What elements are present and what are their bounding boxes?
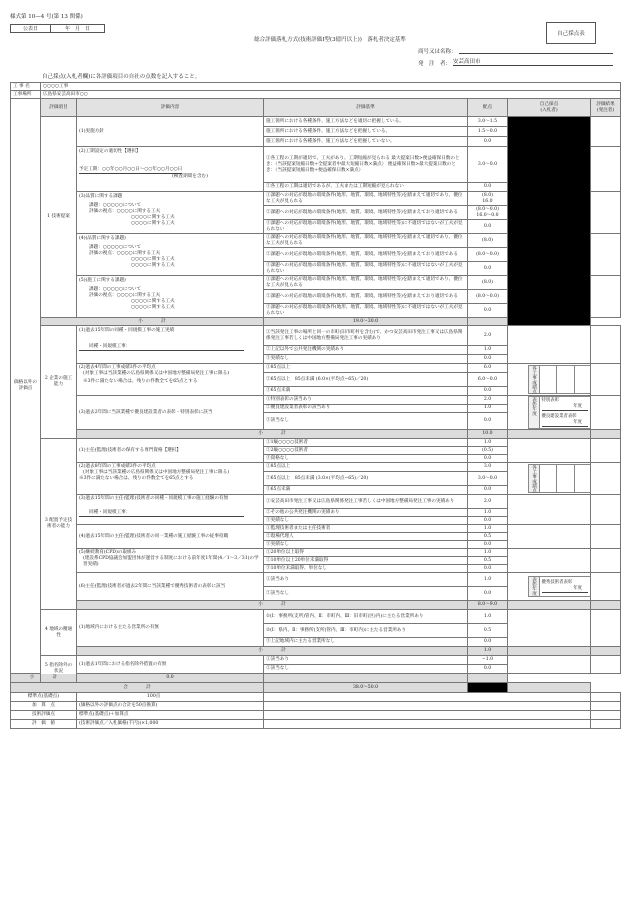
s5-subtotal: 0.0	[77, 674, 264, 683]
s2-subtotal: 10.0	[468, 430, 508, 439]
points: 0.0	[468, 587, 508, 601]
result-cell[interactable]	[591, 549, 621, 573]
points: 0.5	[468, 533, 508, 541]
excellent-award-year-field[interactable]: 年度	[542, 420, 589, 427]
pub-date-label: 公表日	[11, 25, 51, 32]
criterion: ①特別表彰の該当あり	[264, 396, 468, 405]
grade-input-3[interactable]	[574, 464, 590, 493]
s1-i2-content: (2)工期設定の適切性【選択】 予定工期：○○年○○月○○日〜○○年○○月○○日 (検査期間を含む)	[77, 147, 264, 192]
s3-subtotal: 8.0〜9.0	[468, 601, 508, 610]
self-score-cell[interactable]	[508, 326, 591, 364]
points: 1.0	[468, 610, 508, 624]
points: 1.0	[468, 549, 508, 557]
self-score-redacted	[508, 117, 591, 326]
project-name-value: ○○○○工事	[41, 83, 621, 91]
criterion: ②課題への対応が現地の環境条件(地形、地質、環境、地域特性等)を踏まえており適切である	[264, 206, 468, 220]
points: (8.0〜0.0) 16.0〜0.0	[468, 206, 508, 220]
criterion: ③課題への対応が現地の環境条件(地形、地質、環境、地域特性等)に不適切ではないが工夫が見られない	[264, 304, 468, 318]
self-score-grades	[508, 364, 591, 396]
criterion: ③上記地域内に主たる営業所なし	[264, 638, 468, 647]
s3-i1-content: (1)主任(監理)技術者の保有する専門資格【選択】	[77, 439, 264, 463]
points: 0.0	[468, 665, 508, 674]
criterion: 施工箇所における各種条件、施工方法などを把握している。	[264, 127, 468, 137]
footer-label: 技術評価点	[11, 711, 77, 720]
points: 0.0	[468, 183, 508, 192]
points: 0.0	[468, 220, 508, 234]
criterion: ③資格なし	[264, 455, 468, 463]
s1-subtotal: 19.0〜30.0	[264, 318, 468, 326]
result-cell[interactable]	[591, 439, 621, 463]
s4-i1-content: (1)地域内における主たる営業所の有無	[77, 610, 264, 647]
result-cell[interactable]	[591, 495, 621, 525]
criterion: ①該当あり	[264, 573, 468, 587]
subtotal-label: 小 計	[77, 601, 468, 610]
self-score-awards: 表彰年度 特別表彰 年度 優良建設業者表彰 年度	[508, 396, 591, 430]
criterion: ②2級○○○○技術者	[264, 447, 468, 455]
points: 3.0〜0.0	[468, 472, 508, 486]
result-cell[interactable]	[591, 463, 621, 495]
footer-input[interactable]	[264, 693, 591, 702]
criterion: ②上記以外で公共発注機関の実績あり	[264, 346, 468, 355]
criterion: ②課題への対応が現地の環境条件(地形、地質、環境、地域特性等)を踏まえており適切である	[264, 248, 468, 262]
points: 1.0	[468, 404, 508, 413]
criterion: ①課題への対応が現地の環境条件(地形、地質、環境、地域特性等)を踏まえて適切であり、優位な工夫が見られる	[264, 192, 468, 206]
criterion: ①1級○○○○技術者	[264, 439, 468, 447]
points: −1.0	[468, 656, 508, 665]
pub-date-value[interactable]: 年 月 日	[64, 26, 90, 32]
criterion: ①課題への対応が現地の環境条件(地形、地質、環境、地域特性等)を踏まえて適切であり、優位な工夫が見られる	[264, 234, 468, 248]
s1-i5-content: (5)(施工に関する課題) 課題：○○○○○について 評価の視点：○○○○に関する工夫 ○○○○に関する工夫 ○○○○に関する工夫	[77, 276, 264, 318]
subtotal-label: 小 計	[77, 430, 468, 439]
footer-input[interactable]	[264, 711, 591, 720]
grades-label: 各工事成績点	[528, 464, 539, 493]
footer-row	[11, 693, 621, 702]
points: 2.0	[468, 326, 508, 346]
grade-input-1[interactable]	[539, 365, 557, 394]
section-4-label: 4 地域の精通性	[41, 610, 77, 656]
section-3-label: 3 配置予定技術者の能力	[41, 439, 77, 610]
criterion: ①85点以上	[264, 364, 468, 373]
footer-value: 標準点(基礎点)＋加算点	[77, 711, 264, 720]
self-score-award: 表彰年度 優秀技術者表彰 年度	[508, 573, 591, 601]
header-content: 評価内容	[77, 99, 264, 117]
points: 0.0	[468, 638, 508, 647]
points: (8.0)	[468, 234, 508, 248]
orderer-value: 安芸高田市	[453, 59, 613, 66]
s2-i1-content: (1)過去15年間の同種・同規模工事の施工実績 同種・同規模工事：	[77, 326, 264, 364]
criterion: ①(Ⅰ：事務所(支所)管内、Ⅱ：市町内、Ⅲ：旧市町(区)内)に主たる営業所あり	[264, 610, 468, 624]
criterion: ③10単位未満取得、単位なし	[264, 565, 468, 573]
same-work-field[interactable]: 同種・同規模工事：	[79, 344, 244, 351]
company-label: 商号又は名称：	[418, 49, 457, 55]
s3-i2-content: (2)過去8年間の工事成績3件の平均点 (対象工事は当該業種の広島県関係又は中国地方整備局発注工事に限る) ※3件に満たない場合は、残りの件数全てを65点とする	[77, 463, 264, 495]
orderer-field	[418, 59, 613, 67]
criterion: ①20単位以上取得	[264, 549, 468, 557]
header-result: 評価結果 (発注者)	[591, 99, 621, 117]
points: 2.0	[468, 495, 508, 509]
criterion: ②その他の公共発注機関の実績あり	[264, 509, 468, 517]
s3-i6-content: (6)主任(監理)技術者が過去2年間に当該業種で優秀技術者の表彰に該当	[77, 573, 264, 601]
points: (8.0〜0.0)	[468, 248, 508, 262]
project-name-label: 工 事 名	[11, 83, 41, 91]
footer-input[interactable]	[264, 720, 591, 729]
criterion: ③該当なし	[264, 413, 468, 430]
points: 3.0	[468, 463, 508, 472]
header-item: 評価項目	[41, 99, 77, 117]
points: 0.0	[468, 455, 508, 463]
points: 6.0〜0.0	[468, 373, 508, 387]
self-score-cell[interactable]	[508, 610, 591, 647]
criterion: ①安芸高田市発注工事又は広島県関係発注工事若しくは中国地方整備局発注工事の実績あり	[264, 495, 468, 509]
result-cell[interactable]	[591, 276, 621, 318]
points: 1.0	[468, 525, 508, 533]
page-title: 総合評価落札方式(技術評価Ⅰ型(3億円以上)) 落札者決定基準	[254, 37, 406, 43]
award-year-label: 表彰年度	[528, 397, 539, 429]
points: 2.0	[468, 396, 508, 405]
total-value: 38.0〜50.0	[264, 683, 468, 693]
criterion: ③65点未満	[264, 387, 468, 396]
footer-input[interactable]	[264, 702, 591, 711]
award-year-field[interactable]: 年度	[542, 586, 589, 593]
criterion: ②65点以上 85点未満 (6.0×(平均点−65)／20)	[264, 373, 468, 387]
subtotal-label: 小 計	[77, 647, 468, 656]
points: (8.0〜0.0)	[468, 290, 508, 304]
s3-i4-content: (4)過去15年間の主任(監理)技術者の同一業種の施工経験工事の従事役職	[77, 525, 264, 549]
points: (8.0) 16.0	[468, 192, 508, 206]
criterion: ③課題への対応が現地の環境条件(地形、地質、環境、地域特性等)に不適切ではないが工夫が見られない	[264, 220, 468, 234]
points: 0.0	[468, 355, 508, 364]
s2-i2-content: (2)過去4年間の工事成績3件の平均点 (対象工事は当該業種の広島県関係又は中国地方整備局発注工事に限る) ※3件に満たない場合は、残りの件数全てを65点とする	[77, 364, 264, 396]
footer-value: (技術評価点／入札価格(千円))×1,000	[77, 720, 264, 729]
self-score-cell[interactable]	[508, 525, 591, 549]
criterion: ②各工程の工期は適切であるが、工夫または工期短縮が見られない	[264, 183, 468, 192]
result-cell[interactable]	[591, 610, 621, 647]
footer-row	[11, 711, 621, 720]
s4-subtotal-row	[11, 647, 621, 656]
company-name-field	[418, 47, 613, 55]
criterion: ②該当なし	[264, 665, 468, 674]
criterion: ①監理技術者または主任技術者	[264, 525, 468, 533]
criterion: ③課題への対応が現地の環境条件(地形、地質、環境、地域特性等)に不適切ではないが工夫が見られない	[264, 262, 468, 276]
footer-value: (価格以外の評価点の合計を50点換算)	[77, 702, 264, 711]
points: 0.0	[468, 262, 508, 276]
result-cell[interactable]	[591, 525, 621, 549]
grade-input-2[interactable]	[557, 365, 575, 394]
points: 0.0	[468, 486, 508, 495]
section-2-label: 2 企業の施工能力	[41, 326, 77, 439]
instruction-note: 自己採点(入札者欄)に各評価項目の自社の点数を記入すること。	[42, 74, 201, 80]
project-place-label: 工事場所	[11, 91, 41, 99]
criterion: ①各工程の工期が適切で、工夫があり、工期短縮が見られる 最大提案日数>便益確保日数のとき：（当該提案短縮日数÷全提案者中最大短縮日数×満点） 便益確保日数>最大提案日数のとき：（当該提案短縮日数÷便益確保日数×満点）	[264, 147, 468, 183]
points: 0.0	[468, 413, 508, 430]
criterion: ②10単位以上20単位未満取得	[264, 557, 468, 565]
result-cell[interactable]	[591, 656, 621, 674]
s5-i1-content: (1)過去1年間における指名除外措置の有無	[77, 656, 264, 674]
points: 0.5	[468, 624, 508, 638]
subtotal-label: 小 計	[11, 674, 77, 683]
criterion: ②現場代理人	[264, 533, 468, 541]
criterion: ②優良建設業者表彰の該当あり	[264, 404, 468, 413]
section-5-label: 5 指名除外の状況	[41, 656, 77, 683]
company-input[interactable]	[459, 47, 613, 54]
s1-i4-content: (4)(品質に関する課題) 課題：○○○○○について 評価の視点：○○○○に関する工夫 ○○○○に関する工夫 ○○○○に関する工夫	[77, 234, 264, 276]
grades-label: 各工事成績点	[528, 365, 539, 394]
self-score-cell[interactable]	[508, 549, 591, 573]
points: 6.0	[468, 364, 508, 373]
points: 0.0	[468, 517, 508, 525]
points: 3.0〜1.5	[468, 117, 508, 127]
award-year-label: 表彰年度	[528, 577, 539, 596]
criterion: ③実績なし	[264, 541, 468, 549]
points: 0.0	[468, 387, 508, 396]
footer-value: 100点	[77, 693, 264, 702]
criterion: ③65点未満	[264, 486, 468, 495]
points: 1.5〜0.0	[468, 127, 508, 137]
schedule-field[interactable]: 予定工期：○○年○○月○○日〜○○年○○月○○日	[79, 167, 183, 172]
s5-subtotal-row	[11, 674, 621, 683]
criterion: ①85点以上	[264, 463, 468, 472]
result-cell[interactable]	[591, 192, 621, 234]
criterion: ③実績なし	[264, 517, 468, 525]
points: 3.0〜0.0	[468, 147, 508, 183]
points: 0.0	[468, 137, 508, 147]
s3-i5-content: (5)継続教育(CPD)の取組み (建設系CPD協議会加盟団体が運営する制度における前年度1年間(4／1〜3／31)の学習実績)	[77, 549, 264, 573]
s4-subtotal: 1.0	[468, 647, 508, 656]
points: 1.0	[468, 439, 508, 447]
header-criteria: 評価基準	[264, 99, 468, 117]
criterion: ①当該発注工事の場所と同一の市町(旧市町村を含む)で、かつ安芸高田市発注工事又は広島県関係発注工事若しくは中国地方整備局発注工事の実績あり	[264, 326, 468, 346]
points: 0.0	[468, 565, 508, 573]
points: (8.0)	[468, 276, 508, 290]
criterion: 施工箇所における各種条件、施工方法などを把握していない。	[264, 137, 468, 147]
s3-i3-content: (3)過去15年間の主任(監理)技術者の同種・同規模工事の施工経験の有無 同種・同規模工事：	[77, 495, 264, 525]
header-points: 配点	[468, 99, 508, 117]
result-cell[interactable]	[591, 234, 621, 276]
total-row	[11, 683, 621, 693]
group-label-cell	[11, 99, 41, 674]
total-self-redacted	[468, 683, 508, 693]
result-cell[interactable]	[591, 396, 621, 430]
group-label: 価格以外の評価点	[14, 380, 37, 391]
criterion: ②該当なし	[264, 587, 468, 601]
points: 0.5	[468, 557, 508, 565]
self-score-cell[interactable]	[508, 439, 591, 463]
self-score-cell[interactable]	[508, 495, 591, 525]
footer-row	[11, 702, 621, 711]
result-cell[interactable]	[591, 147, 621, 192]
grade-input-3[interactable]	[574, 365, 590, 394]
grade-input-1[interactable]	[539, 464, 557, 493]
result-cell[interactable]	[591, 573, 621, 601]
criterion: ③実績なし	[264, 355, 468, 364]
criterion: 施工箇所における各種条件、施工方法などを適切に把握している。	[264, 117, 468, 127]
points: 1.0	[468, 346, 508, 355]
header-self: 自己採点 (入札者)	[508, 99, 591, 117]
publication-date-box	[10, 24, 105, 33]
self-score-cell[interactable]	[508, 656, 591, 674]
s1-i1-content: (1)実施方針	[77, 117, 264, 147]
criterion: ①課題への対応が現地の環境条件(地形、地質、環境、地域特性等)を踏まえて適切であり、優位な工夫が見られる	[264, 276, 468, 290]
section-1-label: 1 技術提案	[41, 117, 77, 318]
s2-i3-content: (3)過去2年間に当該業種で優良建設業者の表彰・特別表彰に該当	[77, 396, 264, 430]
orderer-label: 発 注 者：	[418, 61, 452, 67]
footer-row	[11, 720, 621, 729]
footer-label: 評 価 値	[11, 720, 77, 729]
criterion: ②(Ⅰ：県内、Ⅱ：事務所(支所)管内、Ⅲ：市町内)に主たる営業所あり	[264, 624, 468, 638]
s3-subtotal-row	[11, 601, 621, 610]
footer-label: 加 算 点	[11, 702, 77, 711]
grade-input-2[interactable]	[557, 464, 575, 493]
result-cell[interactable]	[591, 364, 621, 396]
points: 0.0	[468, 304, 508, 318]
criterion: ②65点以上 85点未満 (3.0×(平均点−65)／20)	[264, 472, 468, 486]
points: 0.0	[468, 541, 508, 549]
result-cell[interactable]	[591, 117, 621, 147]
evaluation-table	[10, 82, 621, 729]
points: (0.5)	[468, 447, 508, 455]
form-number: 様式第 10—4 号(第 13 関係)	[10, 14, 83, 20]
footer-label: 標準点(基礎点)	[11, 693, 77, 702]
self-score-grades	[508, 463, 591, 495]
engineer-same-work-field[interactable]: 同種・同規模工事：	[79, 510, 244, 517]
total-label: 合 計	[11, 683, 264, 693]
points: 1.0	[468, 573, 508, 587]
self-score-badge: 自己採点表	[546, 22, 596, 44]
criterion: ①該当あり	[264, 656, 468, 665]
subtotal-label: 小 計	[41, 318, 264, 326]
s2-subtotal-row	[11, 430, 621, 439]
special-award-year-field[interactable]: 年度	[542, 404, 589, 411]
result-cell[interactable]	[591, 326, 621, 364]
s1-i3-content: (3)品質に関する課題 課題：○○○○○について 評価の視点：○○○○に関する工夫 ○○○○に関する工夫 ○○○○に関する工夫	[77, 192, 264, 234]
points: 1.0	[468, 509, 508, 517]
project-place-value: 広島県安芸高田市○○	[41, 91, 621, 99]
criterion: ②課題への対応が現地の環境条件(地形、地質、環境、地域特性等)を踏まえており適切である	[264, 290, 468, 304]
